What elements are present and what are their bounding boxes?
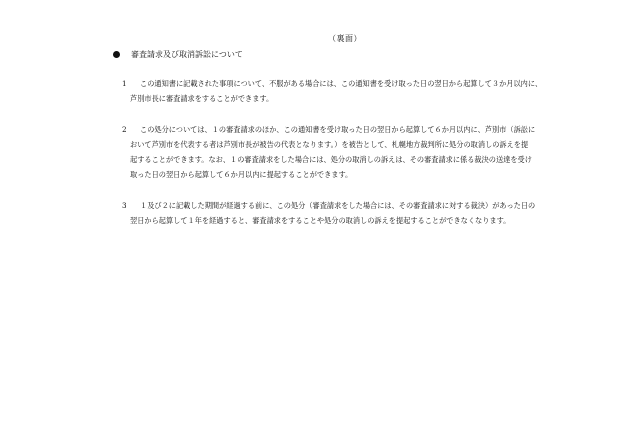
item-text-line: 翌日から起算して１年を経過すると、審査請求をすることや処分の取消しの訴えを提起することができなくなります。	[130, 216, 511, 225]
notice-item-1	[122, 76, 597, 106]
bullet-icon	[113, 51, 120, 58]
item-text-line: １及び２に記載した期間が経過する前に、この処分（審査請求をした場合には、その審査請求に対する裁決）があった日の	[140, 201, 536, 210]
item-number: 3	[122, 201, 127, 210]
item-text-line: 芦別市長に審査請求をすることができます。	[130, 94, 274, 103]
item-text-line: この処分については、１の審査請求のほか、この通知書を受け取った日の翌日から起算して６か月以内に、芦別市（訴訟に	[140, 125, 536, 134]
item-number: 2	[122, 125, 127, 134]
item-text-line: 起することができます。なお、１の審査請求をした場合には、処分の取消しの訴えは、その審査請求に係る裁決の送達を受け	[130, 155, 532, 164]
section-heading-text: 審査請求及び取消訴訟について	[131, 50, 243, 59]
item-text-line: 取った日の翌日から起算して６か月以内に提起することができます。	[130, 170, 353, 179]
page-side-label: （裏面）	[328, 34, 362, 43]
section-heading	[113, 49, 243, 60]
item-text-line: この通知書に記載された事項について、不服がある場合には、この通知書を受け取った日の翌日から起算して３か月以内に、	[140, 79, 543, 88]
notice-item-2	[122, 122, 597, 182]
notice-item-3	[122, 198, 597, 228]
item-number: 1	[122, 79, 127, 88]
item-text-line: おいて芦別市を代表する者は芦別市長が被告の代表となります。）を被告として、札幌地方裁判所に処分の取消しの訴えを提	[130, 140, 529, 149]
